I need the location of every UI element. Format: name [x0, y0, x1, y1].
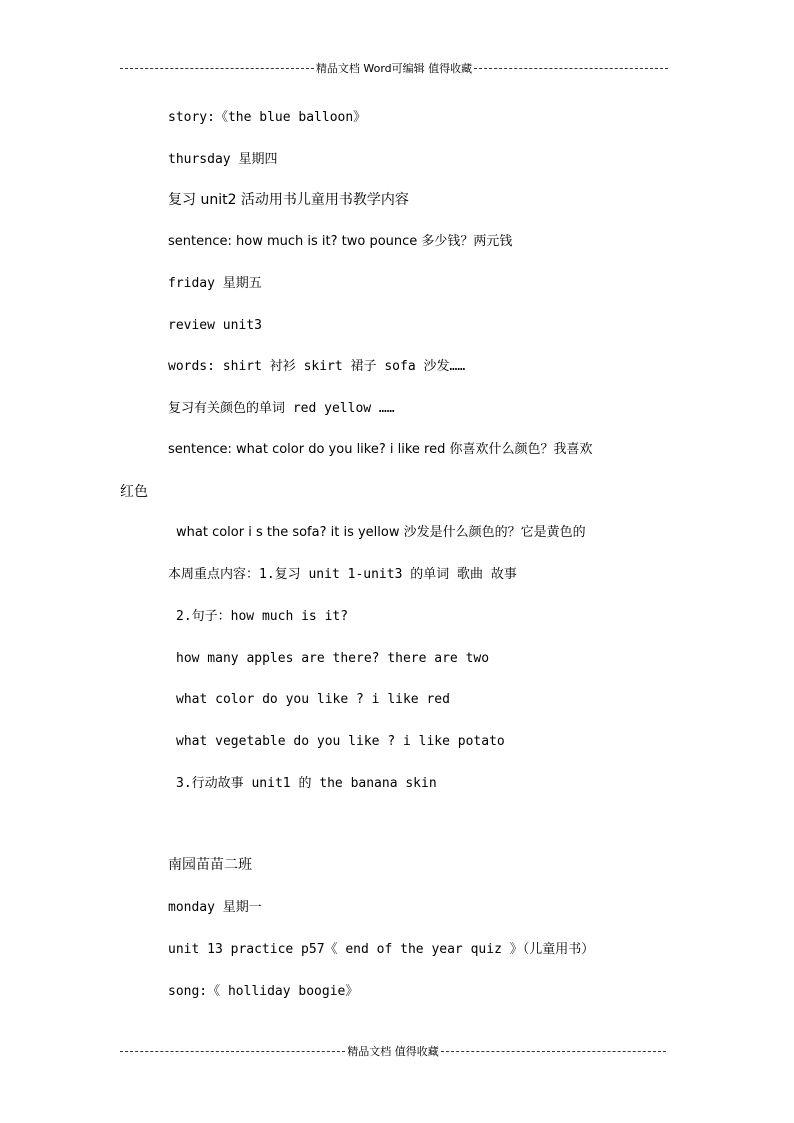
text-line-what-color-sofa: what color i s the sofa? it is yellow 沙发是什么颜色的？它是黄色的: [176, 525, 586, 540]
text-line-how-many-apples: how many apples are there? there are two: [176, 651, 490, 666]
text-line-monday: monday 星期一: [168, 900, 262, 915]
text-line-words: words: shirt 衬衫 skirt 裙子 sofa 沙发……: [168, 359, 466, 374]
text-line-unit13-practice: unit 13 practice p57《 end of the year quiz 》（儿童用书）: [168, 942, 595, 957]
text-line-friday: friday 星期五: [168, 276, 262, 291]
page-header: [120, 60, 668, 76]
text-line-what-vegetable: what vegetable do you like ? i like potato: [176, 734, 505, 749]
text-line-review-unit2: 复习 unit2 活动用书儿童用书教学内容: [168, 192, 409, 208]
text-line-story: story:《the blue balloon》: [168, 110, 367, 125]
footer-dash-left: [120, 1051, 345, 1052]
text-line-sentences: 2.句子：how much is it?: [176, 609, 349, 624]
section-title-class: 南园苗苗二班: [168, 857, 252, 873]
header-text: 精品文档 Word可编辑 值得收藏: [315, 62, 473, 75]
text-line-action-story: 3.行动故事 unit1 的 the banana skin: [176, 776, 437, 791]
page-footer: [120, 1043, 666, 1059]
header-dash-left: [120, 68, 314, 69]
text-line-what-color-like: what color do you like ? i like red: [176, 692, 450, 707]
text-line-weekly-focus: 本周重点内容：1.复习 unit 1-unit3 的单词 歌曲 故事: [168, 567, 517, 582]
header-dash-right: [474, 68, 668, 69]
text-line-thursday: thursday 星期四: [168, 152, 278, 167]
text-line-review-unit3: review unit3: [168, 318, 262, 333]
text-line-sentence-color: sentence: what color do you like? i like red 你喜欢什么颜色？我喜欢: [168, 442, 593, 457]
text-line-review-colors: 复习有关颜色的单词 red yellow ……: [168, 401, 395, 416]
text-line-red-color: 红色: [120, 484, 148, 500]
footer-dash-right: [441, 1051, 666, 1052]
text-line-song: song:《 holliday boogie》: [168, 984, 359, 999]
text-line-sentence-how-much: sentence: how much is it? two pounce 多少钱？两元钱: [168, 234, 513, 249]
footer-text: 精品文档 值得收藏: [347, 1045, 439, 1058]
